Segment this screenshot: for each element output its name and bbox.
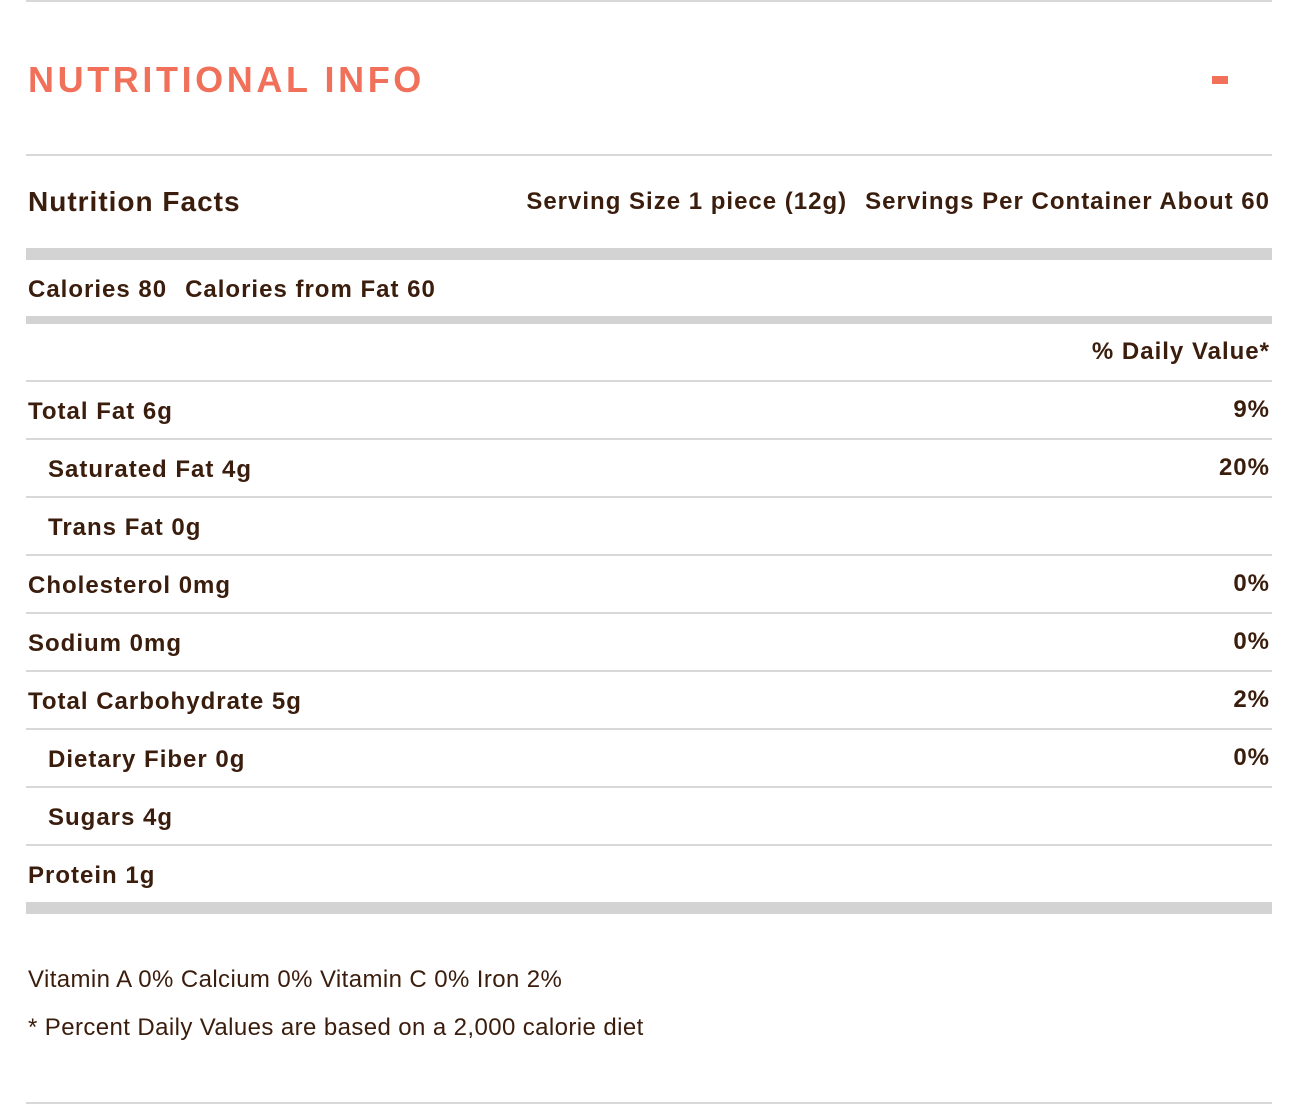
nutrient-daily-value: 0% bbox=[1233, 744, 1270, 771]
thick-divider-calories bbox=[26, 316, 1272, 324]
nutrient-label: Dietary Fiber 0g bbox=[48, 746, 246, 773]
calories: Calories 80 bbox=[28, 276, 168, 303]
nutrient-daily-value: 9% bbox=[1233, 396, 1270, 423]
serving-size: Serving Size 1 piece (12g) bbox=[526, 188, 848, 215]
vitamins-line: Vitamin A 0% Calcium 0% Vitamin C 0% Iron 2% bbox=[28, 966, 563, 993]
thick-divider-serving bbox=[26, 248, 1272, 260]
table-row bbox=[26, 438, 1272, 496]
section-title: NUTRITIONAL INFO bbox=[28, 59, 425, 100]
nutrient-label: Protein 1g bbox=[28, 862, 156, 889]
table-row bbox=[26, 612, 1272, 670]
nutrient-label: Total Fat 6g bbox=[28, 398, 173, 425]
collapse-button[interactable] bbox=[1206, 58, 1236, 102]
table-row bbox=[26, 670, 1272, 728]
table-row bbox=[26, 554, 1272, 612]
daily-value-footnote: * Percent Daily Values are based on a 2,000 calorie diet bbox=[28, 1014, 644, 1041]
nutrient-daily-value: 0% bbox=[1233, 628, 1270, 655]
table-row bbox=[26, 380, 1272, 438]
table-row bbox=[26, 786, 1272, 844]
nutrient-label: Trans Fat 0g bbox=[48, 514, 202, 541]
calories-line bbox=[28, 274, 436, 306]
header-divider bbox=[26, 154, 1272, 156]
thick-divider-bottom bbox=[26, 902, 1272, 914]
nutrient-label: Sugars 4g bbox=[48, 804, 174, 831]
minus-icon bbox=[1212, 76, 1228, 84]
nutrition-facts-heading: Nutrition Facts bbox=[28, 186, 241, 217]
table-row bbox=[26, 496, 1272, 554]
nutrient-label: Saturated Fat 4g bbox=[48, 456, 253, 483]
servings-per-container: Servings Per Container About 60 bbox=[865, 188, 1270, 215]
nutrient-label: Sodium 0mg bbox=[28, 630, 183, 657]
table-row bbox=[26, 844, 1272, 902]
calories-from-fat: Calories from Fat 60 bbox=[185, 276, 436, 303]
daily-value-header: % Daily Value* bbox=[1091, 338, 1270, 365]
nutrient-label: Total Carbohydrate 5g bbox=[28, 688, 302, 715]
serving-info bbox=[526, 186, 1270, 218]
table-row bbox=[26, 728, 1272, 786]
nutrition-panel bbox=[26, 0, 1272, 1104]
nutrient-table bbox=[26, 380, 1272, 902]
nutrient-daily-value: 20% bbox=[1218, 454, 1270, 481]
nutrient-label: Cholesterol 0mg bbox=[28, 572, 232, 599]
nutrient-daily-value: 2% bbox=[1233, 686, 1270, 713]
section-header[interactable] bbox=[26, 2, 1272, 154]
nutrient-daily-value: 0% bbox=[1233, 570, 1270, 597]
